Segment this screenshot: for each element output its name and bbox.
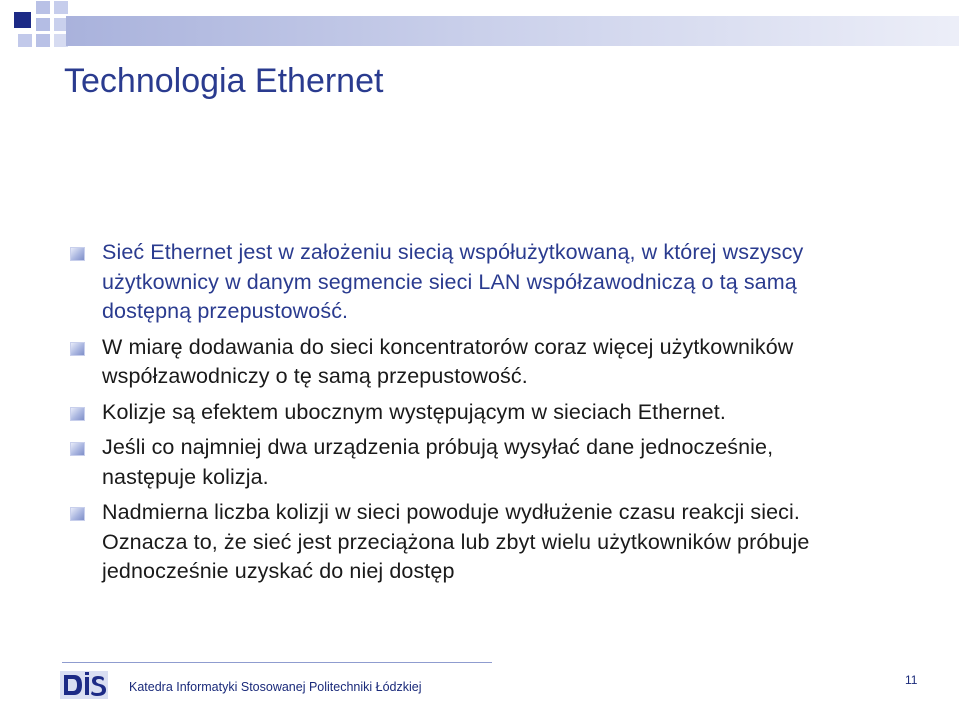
bullet-item [70,398,930,428]
bullet-marker-icon [70,407,85,421]
bullet-item [70,238,930,327]
bullet-text: Sieć Ethernet jest w założeniu siecią współużytkowaną, w której wszyscy użytkownicy w danym segmencie sieci LAN współzawodniczą o tą samą dostępną przepustowość. [102,240,804,323]
bullet-marker-icon [70,342,85,356]
bullet-marker-icon [70,247,85,261]
deco-square-light [36,18,50,31]
bullet-item [70,433,930,492]
footer-divider [62,662,492,663]
department-logo [60,671,108,699]
header-gradient-bar [66,16,959,46]
bullet-list [70,238,930,593]
deco-square-light [18,34,32,47]
bullet-text: Nadmierna liczba kolizji w sieci powoduje wydłużenie czasu reakcji sieci. Oznacza to, że sieć jest przeciążona lub zbyt wielu użytkowników próbuje jednocześnie uzyskać do niej dostęp [102,500,810,583]
bullet-text: Kolizje są efektem ubocznym występującym w sieciach Ethernet. [102,399,726,424]
slide-title: Technologia Ethernet [64,62,384,100]
bullet-marker-icon [70,507,85,521]
page-number: 11 [905,673,918,687]
bullet-marker-icon [70,442,85,456]
footer-institution: Katedra Informatyki Stosowanej Politechniki Łódzkiej [129,680,422,694]
deco-square-light [36,1,50,14]
bullet-item [70,333,930,392]
bullet-text: W miarę dodawania do sieci koncentratorów coraz więcej użytkowników współzawodniczy o tę samą przepustowość. [102,334,794,388]
deco-square-light [36,34,50,47]
deco-square-dark [14,12,31,28]
deco-square-light [54,1,68,14]
bullet-item [70,498,930,587]
bullet-text: Jeśli co najmniej dwa urządzenia próbują wysyłać dane jednocześnie, następuje kolizja. [102,435,774,489]
